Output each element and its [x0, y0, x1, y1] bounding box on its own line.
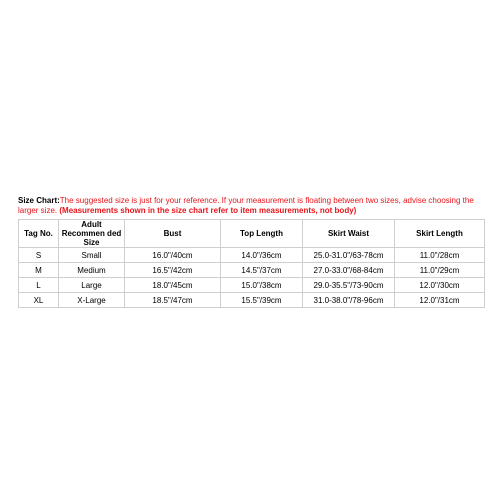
cell-tag-no: S [19, 248, 59, 263]
header-skirt-waist: Skirt Waist [303, 220, 395, 248]
header-top-length: Top Length [221, 220, 303, 248]
cell-tag-no: M [19, 263, 59, 278]
size-table-header-row [19, 220, 485, 248]
cell-top-length: 14.0"/36cm [221, 248, 303, 263]
size-chart-advice: The suggested size is just for your reference. If your measurement is floating between two sizes, advise choosing the larger size. [18, 196, 474, 215]
header-recommended-size: Adult Recommen ded Size [59, 220, 125, 248]
cell-skirt-length: 12.0"/31cm [395, 293, 485, 308]
cell-recommended-size: Medium [59, 263, 125, 278]
cell-skirt-waist: 29.0-35.5"/73-90cm [303, 278, 395, 293]
cell-recommended-size: X-Large [59, 293, 125, 308]
cell-top-length: 14.5"/37cm [221, 263, 303, 278]
cell-tag-no: XL [19, 293, 59, 308]
size-chart-note: (Measurements shown in the size chart refer to item measurements, not body) [59, 206, 357, 215]
cell-skirt-length: 11.0"/28cm [395, 248, 485, 263]
cell-top-length: 15.5"/39cm [221, 293, 303, 308]
cell-skirt-waist: 31.0-38.0"/78-96cm [303, 293, 395, 308]
cell-top-length: 15.0"/38cm [221, 278, 303, 293]
cell-tag-no: L [19, 278, 59, 293]
table-row [19, 263, 485, 278]
header-tag-no: Tag No. [19, 220, 59, 248]
cell-recommended-size: Small [59, 248, 125, 263]
header-skirt-length: Skirt Length [395, 220, 485, 248]
cell-recommended-size: Large [59, 278, 125, 293]
cell-bust: 18.0"/45cm [125, 278, 221, 293]
cell-skirt-length: 12.0"/30cm [395, 278, 485, 293]
table-row [19, 278, 485, 293]
cell-skirt-length: 11.0"/29cm [395, 263, 485, 278]
cell-bust: 16.0"/40cm [125, 248, 221, 263]
cell-bust: 16.5"/42cm [125, 263, 221, 278]
table-row [19, 293, 485, 308]
size-chart-intro [18, 196, 484, 216]
cell-bust: 18.5"/47cm [125, 293, 221, 308]
size-table [18, 219, 485, 308]
cell-skirt-waist: 27.0-33.0"/68-84cm [303, 263, 395, 278]
cell-skirt-waist: 25.0-31.0"/63-78cm [303, 248, 395, 263]
table-row [19, 248, 485, 263]
size-chart-lead: Size Chart: [18, 196, 60, 205]
size-chart [18, 196, 484, 308]
header-bust: Bust [125, 220, 221, 248]
